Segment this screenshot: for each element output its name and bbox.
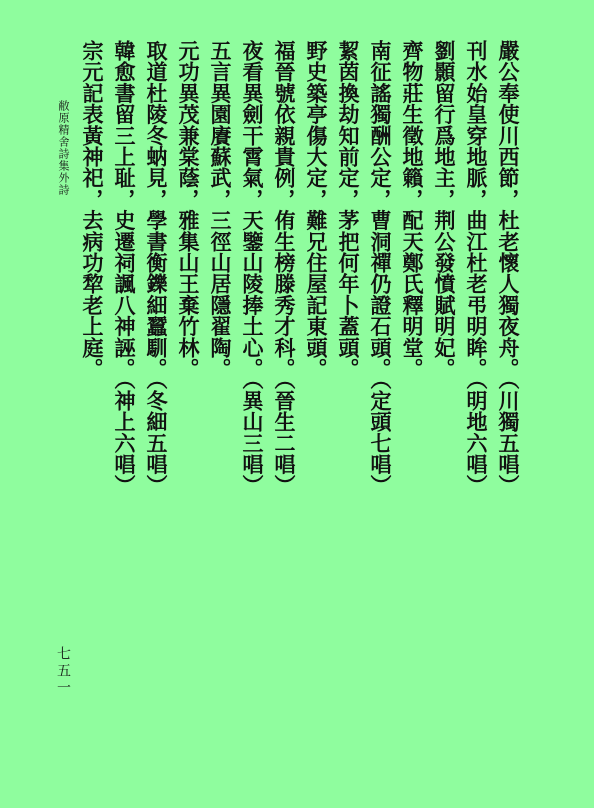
running-title: 敝原精舍詩集外詩 bbox=[57, 100, 70, 196]
verse-line: 夜看異劍干霄氣，天鑒山陵捧土心。（異山三唱） bbox=[240, 40, 265, 496]
verse-line: 取道杜陵冬蚋見，學書衡鑠細蠶馴。（冬細五唱） bbox=[144, 40, 169, 496]
verse-line: 宗元記表黃神祀，去病功犂老上庭。 bbox=[80, 40, 105, 380]
verse-line: 韓愈書留三上耻，史遷祠諷八神誣。（神上六唱） bbox=[112, 40, 137, 496]
verse-line: 五言異園賡蘇武，三徑山居隱翟陶。 bbox=[208, 40, 233, 380]
verse-line: 齊物莊生徵地籟，配天鄭氏釋明堂。 bbox=[400, 40, 425, 380]
verse-line: 嚴公奉使川西節，杜老懷人獨夜舟。（川獨五唱） bbox=[496, 40, 521, 496]
verse-line: 絜茵換劫知前定，茅把何年卜蓋頭。 bbox=[336, 40, 361, 380]
verse-line: 劉顥留行爲地主，荆公發憤賦明妃。 bbox=[432, 40, 457, 380]
verse-line: 元功異茂兼棠蔭，雅集山王棄竹林。 bbox=[176, 40, 201, 380]
verse-line: 福晉號依親貴例，侑生榜滕秀才科。（晉生二唱） bbox=[272, 40, 297, 496]
page-number: 七五一 bbox=[55, 646, 71, 697]
verse-line: 南征謠獨酬公定，曹洞禪仍證石頭。（定頭七唱） bbox=[368, 40, 393, 496]
verse-line: 野史築亭傷大定，難兄住屋記東頭。 bbox=[304, 40, 329, 380]
verse-line: 刊水始皇穿地脈，曲江杜老弔明眸。（明地六唱） bbox=[464, 40, 489, 496]
